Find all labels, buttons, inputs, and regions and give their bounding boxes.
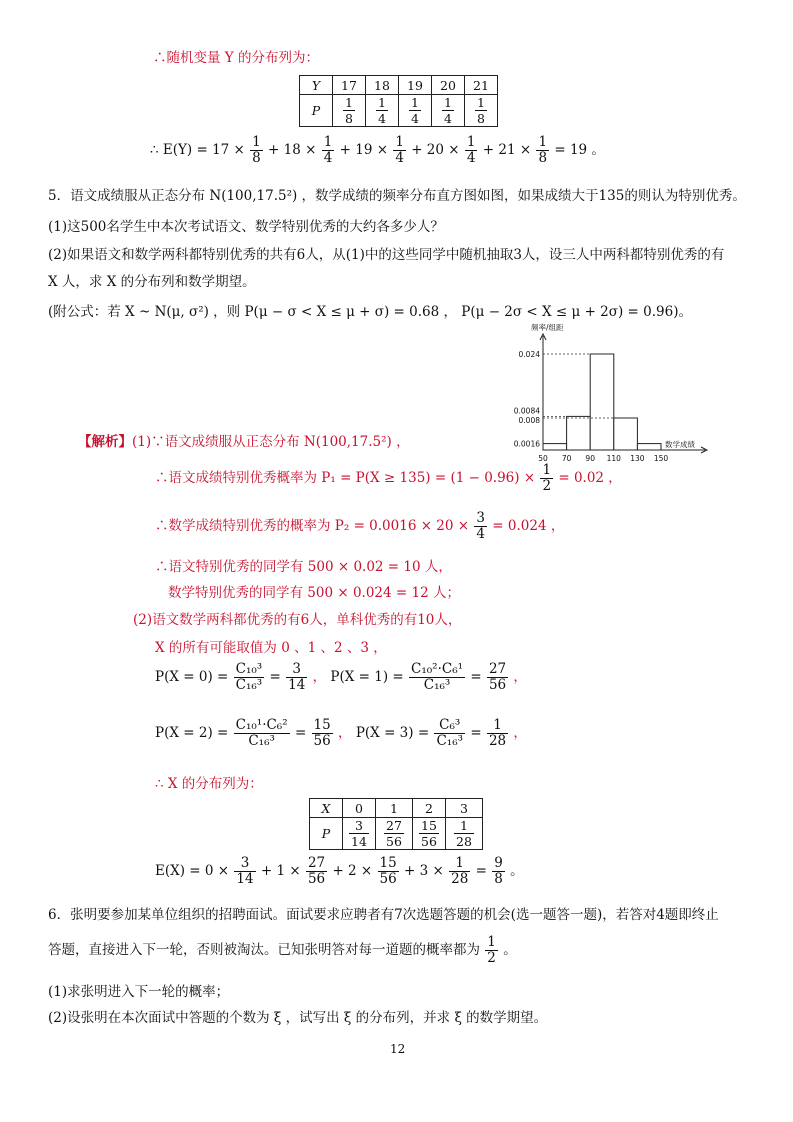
table-row [310,818,483,850]
x-tick-label: 130 [630,454,645,463]
q5-line5: (附公式：若 X ~ N(μ, σ²) ，则 P(μ − σ < X ≤ μ + σ) = 0.68 ， P(μ − 2σ < X ≤ μ + 2σ) = 0.96)。 [48,304,692,320]
q5-line2: (1)这500名学生中本次考试语文、数学特别优秀的大约各多少人？ [48,219,444,235]
solution-line-6: (2)语文数学两科都优秀的有6人，单科优秀的有10人， [133,612,462,628]
x-dist-intro: ∴ X 的分布列为： [155,776,263,792]
page-number: 12 [390,1042,406,1056]
table-cell: P [300,95,333,127]
q6-line4: (2)设张明在本次面试中答题的个数为 ξ ，试写出 ξ 的分布列，并求 ξ 的数学期望。 [48,1010,548,1026]
table-cell: $\frac{1}{4}$ [432,95,465,127]
solution-line-1: 【解析】(1)∵语文成绩服从正态分布 N(100,17.5²) ， [78,434,410,450]
table-cell: X [310,799,343,818]
q5-line1: 5．语文成绩服从正态分布 N(100,17.5²) ，数学成绩的频率分布直方图如图，如果成绩大于135的则认为特别优秀。 [48,188,746,204]
q6-line3: (1)求张明进入下一轮的概率； [48,984,230,1000]
y-distribution-table [299,75,498,127]
table-cell: $\frac{1}{4}$ [399,95,432,127]
table-cell: Y [300,76,333,95]
x-tick-label: 50 [538,454,548,463]
y-tick-label: 0.024 [518,350,540,359]
table-cell: $\frac{3}{14}$ [343,818,376,850]
table-cell: $\frac{1}{28}$ [446,818,483,850]
x-tick-label: 70 [561,454,572,463]
x-distribution-table [309,798,483,850]
table-cell: $\frac{15}{56}$ [413,818,446,850]
table-cell: 21 [465,76,498,95]
solution-line-2: ∴语文成绩特别优秀概率为 P₁ = P(X ≥ 135) = (1 − 0.96) × $\frac{1}{2}$ = 0.02 ， [155,462,622,494]
q5-line4: X 人，求 X 的分布列和数学期望。 [48,274,256,290]
histogram-bar [590,354,614,450]
histogram-bar [567,416,591,450]
x-tick-label: 150 [653,454,669,463]
table-row [310,799,483,818]
table-cell: 3 [446,799,483,818]
table-cell: $\frac{1}{8}$ [465,95,498,127]
y-dist-intro: ∴随机变量 Y 的分布列为： [153,50,319,66]
prob-x0-x1: P(X = 0) = $\frac{\text{C₁₀³}}{\text{C₁₆³}}$ = $\frac{3}{14}$ ， P(X = 1) = $\frac{\text{C₁₀²·C₆¹}}{\text{C₁₆³}}$ = $\frac{27}{56}$ ， [155,661,527,693]
x-tick-label: 110 [606,454,621,463]
table-cell: $\frac{27}{56}$ [376,818,413,850]
y-tick-label: 0.0016 [513,439,540,449]
q6-line2: 答题，直接进入下一轮，否则被淘汰。已知张明答对每一道题的概率都为 $\frac{1}{2}$ 。 [48,934,517,966]
table-cell: 20 [432,76,465,95]
table-row [300,95,498,127]
q6-line1: 6．张明要参加某单位组织的招聘面试。面试要求应聘者有7次选题答题的机会(选一题答一题)，若答对4题即终止 [48,907,719,923]
table-cell: P [310,818,343,850]
expectation-y: ∴ E(Y) = 17 × $\frac{1}{8}$ + 18 × $\frac{1}{4}$ + 19 × $\frac{1}{4}$ + 20 × $\frac{1}{4}$ + 21 × $\frac{1}{8}$ = 19 。 [150,134,605,166]
table-cell: $\frac{1}{8}$ [333,95,366,127]
solution-line-7: X 的所有可能取值为 0 、1 、2 、3 ， [155,640,387,656]
x-tick-label: 90 [585,454,595,463]
table-cell: 1 [376,799,413,818]
solution-line-3: ∴数学成绩特别优秀的概率为 P₂ = 0.0016 × 20 × $\frac{3}{4}$ = 0.024 ， [155,510,565,542]
histogram-bar [543,444,567,450]
table-cell: 0 [343,799,376,818]
solution-line-4: ∴语文特别优秀的同学有 500 × 0.02 = 10 人， [155,559,452,575]
table-cell: 2 [413,799,446,818]
table-cell: 18 [366,76,399,95]
table-cell: $\frac{1}{4}$ [366,95,399,127]
prob-x2-x3: P(X = 2) = $\frac{\text{C₁₀¹·C₆²}}{\text{C₁₆³}}$ = $\frac{15}{56}$ ， P(X = 3) = $\frac{\text{C₆³}}{\text{C₁₆³}}$ = $\frac{1}{28}$ ， [155,717,527,749]
y-tick-label: 0.0084 [513,406,540,416]
expectation-x: E(X) = 0 × $\frac{3}{14}$ + 1 × $\frac{27}{56}$ + 2 × $\frac{15}{56}$ + 3 × $\frac{1}{28}$ = $\frac{9}{8}$ 。 [155,855,524,887]
table-cell: 17 [333,76,366,95]
math-score-histogram [495,323,715,465]
solution-line-5: 数学特别优秀的同学有 500 × 0.024 = 12 人； [168,585,460,601]
y-tick-label: 0.008 [518,416,540,425]
y-axis-label: 频率/组距 [531,323,564,332]
solution-label: 【解析】 [78,434,132,450]
histogram-bar [637,444,661,450]
table-row [300,76,498,95]
q5-line3: (2)如果语文和数学两科都特别优秀的共有6人，从(1)中的这些同学中随机抽取3人，设三人中两科都特别优秀的有 [48,247,725,263]
x-axis-label: 数学成绩 [665,440,695,449]
histogram-bar [614,418,638,450]
table-cell: 19 [399,76,432,95]
